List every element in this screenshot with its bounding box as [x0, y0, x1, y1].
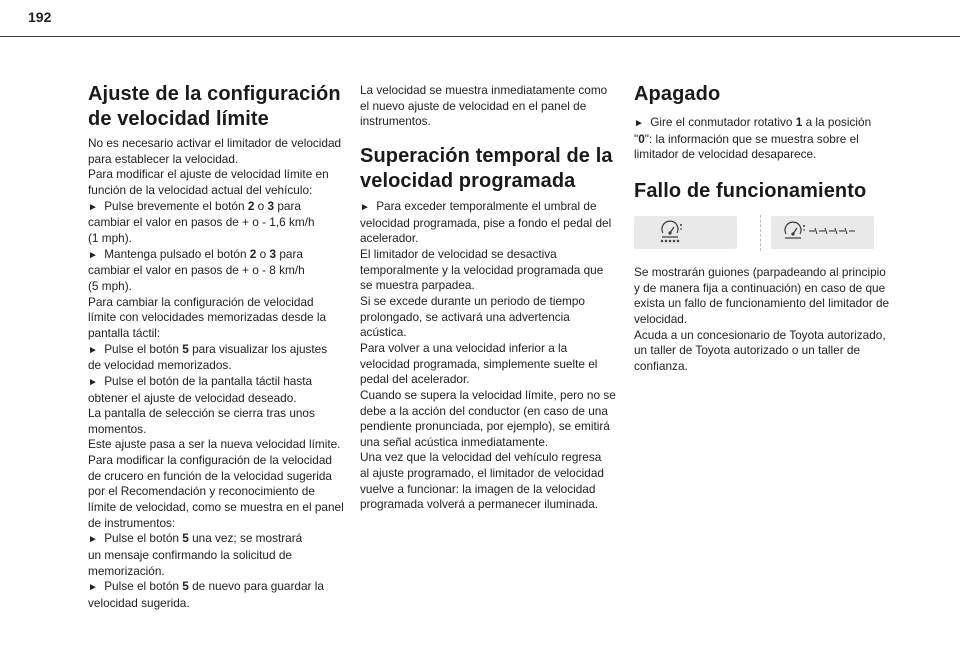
section-title-apagado: Apagado [634, 83, 721, 105]
column-3 [634, 82, 892, 375]
section-title-superacion: Superación temporal de la velocidad programada [360, 144, 613, 192]
icon-separator [760, 215, 761, 251]
fallo-body: Se mostrarán guiones (parpadeando al principio y de manera fija a continuación) en caso de que exista un fallo de funcionamiento del limitador de velocidad. Acuda a un concesionario de Toyota autorizado, un taller de Toyota autorizado o un taller de confianza. [634, 264, 890, 373]
bullet-arrow-icon: ► [88, 582, 98, 594]
intro-body: La velocidad se muestra inmediatamente como el nuevo ajuste de velocidad en el panel de instrumentos. [360, 83, 608, 129]
bullet-arrow-icon: ► [88, 344, 98, 356]
bullet-arrow-icon: ► [360, 201, 370, 213]
bullet-arrow-icon: ► [88, 376, 98, 388]
page-number: 192 [28, 9, 52, 25]
section-title-fallo: Fallo de funcionamiento [634, 179, 867, 202]
bullet-arrow-icon: ► [88, 201, 98, 213]
section-title-ajuste: Ajuste de la configuración de velocidad límite [88, 83, 341, 130]
column-1 [88, 78, 346, 612]
bullet-arrow-icon: ► [88, 534, 98, 546]
bullet-arrow-icon: ► [88, 249, 98, 261]
speed-limiter-fault-dashes-icon [771, 216, 874, 249]
bullet-arrow-icon: ► [634, 118, 644, 129]
column-2 [360, 83, 618, 513]
apagado-body: ► Gire el conmutador rotativo 1 a la posición "0": la información que se muestra sobre el limitador de velocidad desaparece. [634, 115, 872, 162]
speed-limiter-fault-icon [634, 216, 737, 249]
ajuste-body: No es necesario activar el limitador de velocidad para establecer la velocidad. Para modificar el ajuste de velocidad límite en función de la velocidad actual del vehículo: ► Pulse brevemente el botón 2 o 3 para cambiar el valor en pasos de + o - 1,6 km/h (1 mph). ► Mantenga pulsado el botón 2 o 3 para cambiar el valor en pasos de + o - 8 km/h (5 mph). Para cambiar la configuración de velocidad límite con velocidades memorizadas desde la pantalla táctil: ► Pulse el botón 5 para visualizar los ajustes de velocidad memorizados. ► Pulse el botón de la pantalla táctil hasta obtener el ajuste de velocidad deseado. La pantalla de selección se cierra tras unos momentos. Este ajuste pasa a ser la nueva velocidad límite. Para modificar la configuración de la velocidad de crucero en función de la velocidad sugerida por el Recomendación y reconocimiento de límite de velocidad, como se muestra en el panel de instrumentos: ► Pulse el botón 5 una vez; se mostrará un mensaje confirmando la solicitud de memorización. ► Pulse el botón 5 de nuevo para guardar la velocidad sugerida. [88, 136, 344, 611]
fault-icons [634, 216, 874, 250]
header-rule [0, 36, 960, 37]
superacion-body: ► Para exceder temporalmente el umbral de velocidad programada, pise a fondo el pedal del acelerador. El limitador de velocidad se desactiva temporalmente y la velocidad programada que se muestra parpadea. Si se excede durante un periodo de tiempo prolongado, se activará una advertencia acústica. Para volver a una velocidad inferior a la velocidad programada, simplemente suelte el pedal del acelerador. Cuando se supera la velocidad límite, pero no se debe a la acción del conductor (en caso de una pendiente pronunciada, por ejemplo), se emitirá una señal acústica inmediatamente. Una vez que la velocidad del vehículo regresa al ajuste programado, el limitador de velocidad vuelve a funcionar: la imagen de la velocidad programada volverá a permanecer iluminada. [360, 198, 616, 512]
